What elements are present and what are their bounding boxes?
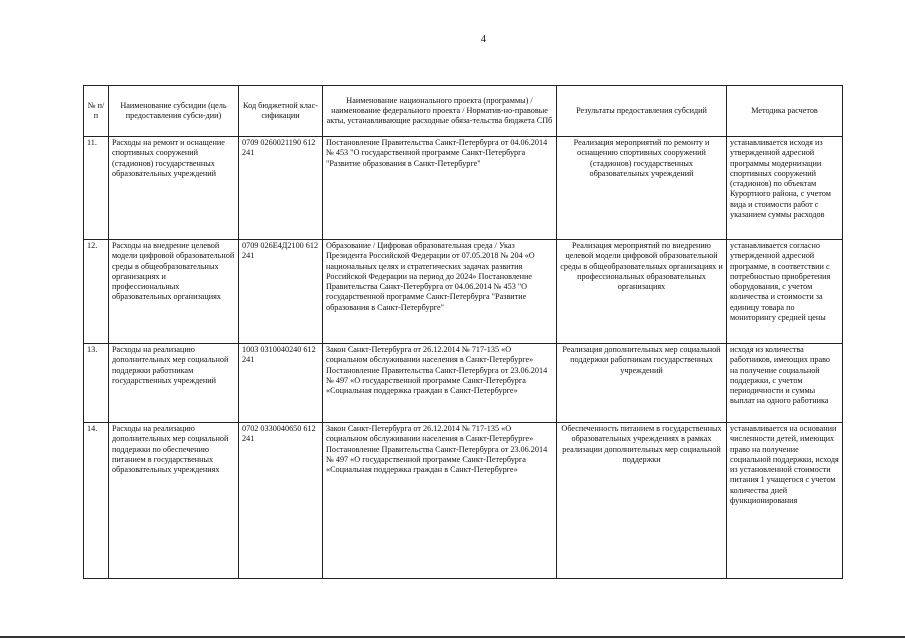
header-number: № п/п	[84, 86, 109, 137]
row-number: 13.	[84, 344, 109, 423]
header-legal-acts: Наименование национального проекта (программы) / наименование федерального проекта / Норматив-но-правовые акты, устанавливающие расходные обяза-тельства бюджета СПб	[323, 86, 557, 137]
row-method: устанавливается исходя из утвержденной адресной программы модернизации спортивных сооружений (стадионов) по объектам Курортного района, с учетом вида и стоимости работ с указанием суммы расходов	[727, 137, 843, 240]
row-subsidy-name: Расходы на реализацию дополнительных мер социальной поддержки по обеспечению питанием в государственных образовательных учреждениях	[109, 423, 239, 579]
row-method: исходя из количества работников, имеющих право на получение социальной поддержки, с учетом периодичности и суммы выплат на одного работника	[727, 344, 843, 423]
header-method: Методика расчетов	[727, 86, 843, 137]
row-subsidy-name: Расходы на реализацию дополнительных мер социальной поддержки работникам государственных учреждений	[109, 344, 239, 423]
row-budget-code: 0702 0330040650 612 241	[239, 423, 323, 579]
page-number: 4	[481, 34, 486, 45]
table-row	[84, 344, 843, 423]
page-bottom-edge	[0, 636, 905, 638]
table-header-row	[84, 86, 843, 137]
header-subsidy-name: Наименование субсидии (цель предоставления субси-дии)	[109, 86, 239, 137]
subsidies-table	[83, 85, 843, 579]
row-budget-code: 0709 0260021190 612 241	[239, 137, 323, 240]
row-legal-acts: Закон Санкт-Петербурга от 26.12.2014 № 717-135 «О социальном обслуживании населения в Санкт-Петербурге» Постановление Правительства Санкт-Петербурга от 23.06.2014 № 497 «О государственной программе Санкт-Петербурга «Социальная поддержка граждан в Санкт-Петербурге»	[323, 344, 557, 423]
row-result: Реализация дополнительных мер социальной поддержки работникам государственных учреждений	[557, 344, 727, 423]
row-number: 11.	[84, 137, 109, 240]
row-method: устанавливается на основании численности детей, имеющих право на получение социальной поддержки, исходя из установленной стоимости питания 1 учащегося с учетом количества дней функционирования	[727, 423, 843, 579]
row-result: Реализация мероприятий по ремонту и оснащению спортивных сооружений (стадионов) государственных образовательных учреждений	[557, 137, 727, 240]
row-legal-acts: Постановление Правительства Санкт-Петербурга от 04.06.2014 № 453 "О государственной программе Санкт-Петербурга "Развитие образования в Санкт-Петербурге"	[323, 137, 557, 240]
row-legal-acts: Образование / Цифровая образовательная среда / Указ Президента Российской Федерации от 07.05.2018 № 204 «О национальных целях и стратегических задачах развития Российской Федерации на период до 2024» Постановление Правительства Санкт-Петербурга от 04.06.2014 № 453 "О государственной программе Санкт-Петербурга "Развитие образования в Санкт-Петербурге"	[323, 240, 557, 344]
row-legal-acts: Закон Санкт-Петербурга от 26.12.2014 № 717-135 «О социальном обслуживании населения в Санкт-Петербурге» Постановление Правительства Санкт-Петербурга от 23.06.2014 № 497 «О государственной программе Санкт-Петербурга «Социальная поддержка граждан в Санкт-Петербурге»	[323, 423, 557, 579]
header-results: Результаты предоставления субсидий	[557, 86, 727, 137]
table-row	[84, 423, 843, 579]
row-number: 12.	[84, 240, 109, 344]
row-result: Обеспеченность питанием в государственных образовательных учреждениях в рамках реализации дополнительных мер социальной поддержки	[557, 423, 727, 579]
row-number: 14.	[84, 423, 109, 579]
row-subsidy-name: Расходы на ремонт и оснащение спортивных сооружений (стадионов) государственных образовательных учреждений	[109, 137, 239, 240]
row-subsidy-name: Расходы на внедрение целевой модели цифровой образовательной среды в общеобразовательных организациях и профессиональных образовательных организациях	[109, 240, 239, 344]
table-row	[84, 240, 843, 344]
header-budget-code: Код бюджетной клас-сификации	[239, 86, 323, 137]
row-method: устанавливается согласно утвержденной адресной программе, в соответствии с потребностью приобретения оборудования, с учетом количества и стоимости за единицу товара по мониторингу средней цены	[727, 240, 843, 344]
table-row	[84, 137, 843, 240]
row-budget-code: 0709 026Е4Д2100 612 241	[239, 240, 323, 344]
row-budget-code: 1003 0310040240 612 241	[239, 344, 323, 423]
row-result: Реализация мероприятий по внедрению целевой модели цифровой образовательной среды в общеобразовательных организациях и профессиональных образовательных организациях	[557, 240, 727, 344]
